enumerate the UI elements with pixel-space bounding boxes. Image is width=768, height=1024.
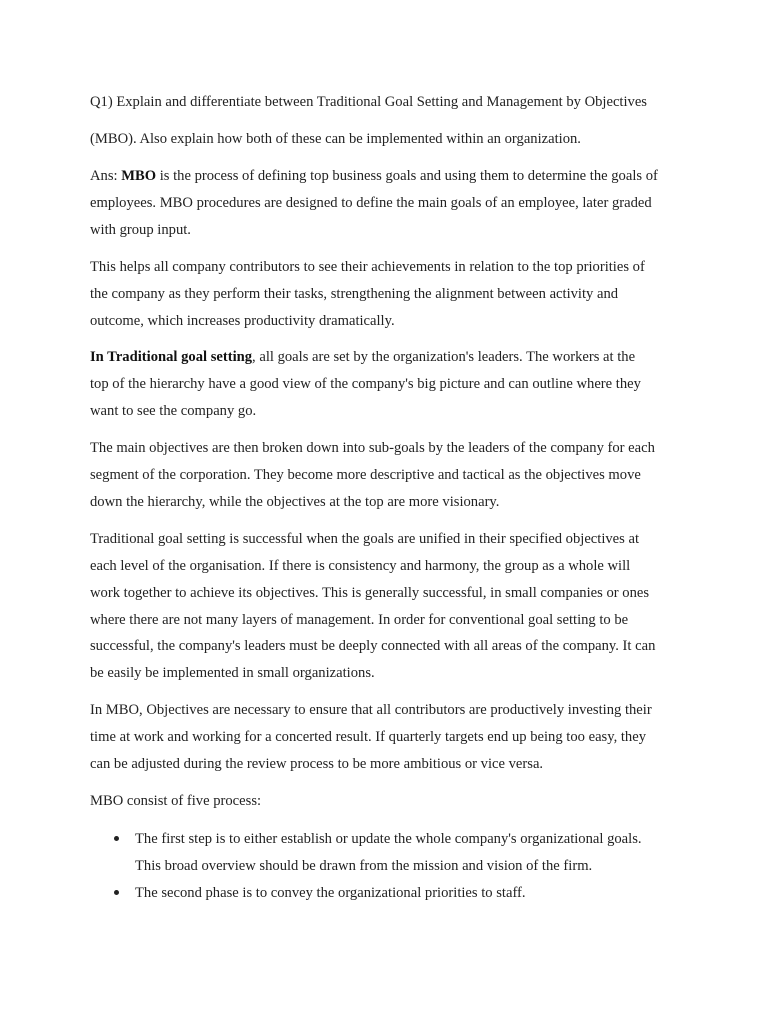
answer-prefix: Ans: [90,168,122,184]
paragraph-3-line-2: top of the hierarchy have a good view of the company's big picture and can outline where they [90,376,641,392]
paragraph-3-line-1-rest: , all goals are set by the organization's leaders. The workers at the [252,349,636,365]
answer-line-2: employees. MBO procedures are designed to define the main goals of an employee, later graded [90,195,652,211]
paragraph-5-line-1: Traditional goal setting is successful when the goals are unified in their specified objectives at [90,531,640,547]
answer-line-1 [90,167,658,185]
traditional-goal-setting-term: In Traditional goal setting [90,349,253,365]
bullet-1-line-1: The first step is to either establish or update the whole company's organizational goals. [135,831,642,847]
paragraph-6-line-3: can be adjusted during the review process to be more ambitious or vice versa. [90,756,544,772]
paragraph-2-line-3: outcome, which increases productivity dramatically. [90,313,395,329]
paragraph-5-line-6: be easily be implemented in small organizations. [90,665,375,681]
paragraph-3-line-1 [90,348,635,366]
question-line-2: (MBO). Also explain how both of these can be implemented within an organization. [90,131,581,147]
paragraph-7-line-1: MBO consist of five process: [90,793,262,809]
paragraph-3-line-3: want to see the company go. [90,403,257,419]
paragraph-4-line-2: segment of the corporation. They become more descriptive and tactical as the objectives move [90,467,641,483]
paragraph-5-line-3: work together to achieve its objectives. This is generally successful, in small companies or ones [90,585,650,601]
question-line-1: Q1) Explain and differentiate between Traditional Goal Setting and Management by Objectives [90,94,647,110]
paragraph-4-line-1: The main objectives are then broken down into sub-goals by the leaders of the company for each [90,440,655,456]
paragraph-6-line-2: time at work and working for a concerted result. If quarterly targets end up being too easy, they [90,729,647,745]
paragraph-5-line-4: where there are not many layers of management. In order for conventional goal setting to be [90,612,629,628]
paragraph-4-line-3: down the hierarchy, while the objectives at the top are more visionary. [90,494,500,510]
bullet-dot-1 [114,836,119,841]
paragraph-5-line-2: each level of the organisation. If there is consistency and harmony, the group as a whole will [90,558,631,574]
bullet-2-line-1: The second phase is to convey the organizational priorities to staff. [135,885,526,901]
paragraph-6-line-1: In MBO, Objectives are necessary to ensure that all contributors are productively investing their [90,702,652,718]
bullet-dot-2 [114,890,119,895]
mbo-term: MBO [121,168,157,184]
answer-line-1-rest: is the process of defining top business goals and using them to determine the goals of [156,168,658,184]
paragraph-2-line-1: This helps all company contributors to see their achievements in relation to the top priorities of [90,259,645,275]
answer-line-3: with group input. [90,222,191,238]
paragraph-2-line-2: the company as they perform their tasks, strengthening the alignment between activity and [90,286,619,302]
bullet-1-line-2: This broad overview should be drawn from the mission and vision of the firm. [135,858,593,874]
paragraph-5-line-5: successful, the company's leaders must be deeply connected with all areas of the company. It can [90,638,656,654]
